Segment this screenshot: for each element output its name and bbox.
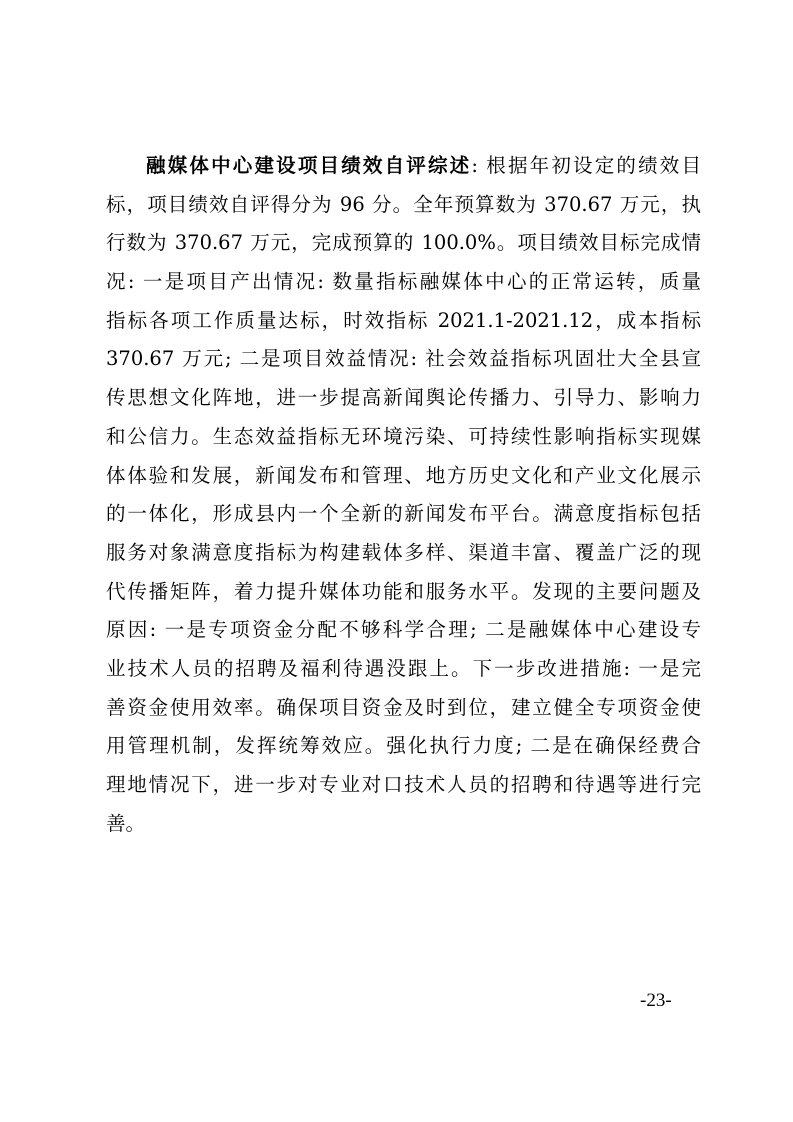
paragraph-line-7: 传思想文化阵地，进一步提高新闻舆论传播力、引导力、影响力 (106, 386, 701, 410)
paragraph-line-10: 的一体化，形成县内一个全新的新闻发布平台。满意度指标包括 (106, 502, 701, 526)
paragraph-line-4: 况: 一是项目产出情况: 数量指标融媒体中心的正常运转，质量 (106, 270, 701, 294)
paragraph-line-13: 原因: 一是专项资金分配不够科学合理; 二是融媒体中心建设专 (106, 618, 701, 642)
summary-paragraph (106, 147, 701, 843)
paragraph-line-16: 用管理机制，发挥统筹效应。强化执行力度; 二是在确保经费合 (106, 734, 701, 758)
page-number: -23- (640, 990, 672, 1011)
paragraph-line-17: 理地情况下，进一步对专业对口技术人员的招聘和待遇等进行完 (106, 773, 701, 796)
paragraph-line-18: 善。 (106, 811, 146, 835)
paragraph-line-15: 善资金使用效率。确保项目资金及时到位，建立健全专项资金使 (106, 695, 701, 719)
paragraph-line-9: 体体验和发展，新闻发布和管理、地方历史文化和产业文化展示 (106, 463, 701, 487)
line-text-1: : 根据年初设定的绩效目 (471, 154, 701, 177)
paragraph-line-11: 服务对象满意度指标为构建载体多样、渠道丰富、覆盖广泛的现 (106, 540, 701, 564)
paragraph-line-12: 代传播矩阵，着力提升媒体功能和服务水平。发现的主要问题及 (106, 579, 701, 603)
paragraph-line-2: 标，项目绩效自评得分为 96 分。全年预算数为 370.67 万元，执 (106, 192, 701, 216)
paragraph-line-3: 行数为 370.67 万元，完成预算的 100.0%。项目绩效目标完成情 (106, 231, 701, 255)
paragraph-line-5: 指标各项工作质量达标，时效指标 2021.1-2021.12，成本指标 (106, 308, 701, 332)
summary-heading: 融媒体中心建设项目绩效自评综述 (146, 154, 472, 177)
paragraph-line-14: 业技术人员的招聘及福利待遇没跟上。下一步改进措施: 一是完 (106, 656, 701, 680)
paragraph-line-8: 和公信力。生态效益指标无环境污染、可持续性影响指标实现媒 (106, 424, 701, 448)
paragraph-line-6: 370.67 万元; 二是项目效益情况: 社会效益指标巩固壮大全县宣 (106, 347, 701, 371)
paragraph-line-1 (106, 147, 701, 186)
